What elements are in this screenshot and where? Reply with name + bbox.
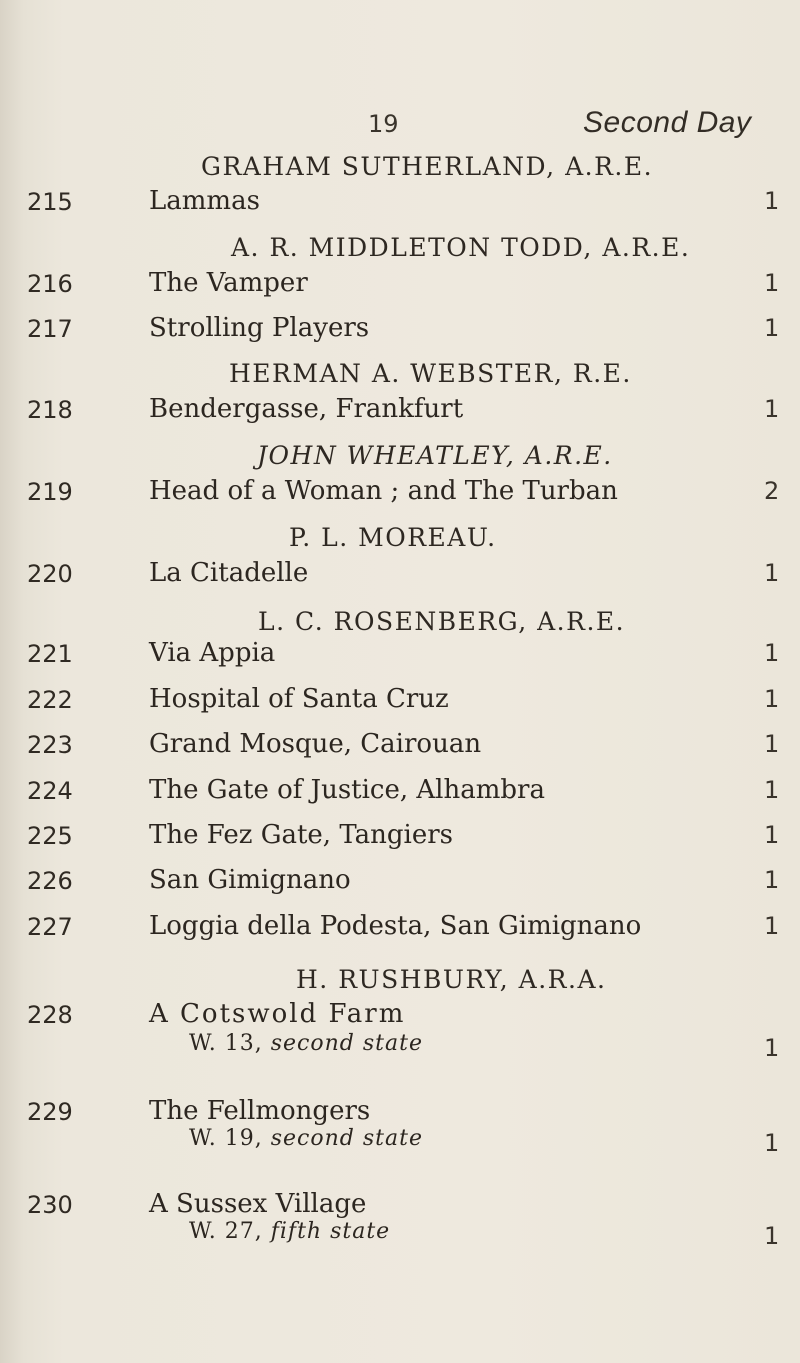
lot-catalogue-ref: W. 27, xyxy=(189,1219,263,1244)
lot-state-note xyxy=(189,1031,423,1056)
lot-title: San Gimignano xyxy=(149,865,351,895)
lot-number: 229 xyxy=(27,1098,73,1126)
lot-title: The Vamper xyxy=(149,268,308,298)
lot-title: The Fellmongers xyxy=(149,1096,371,1126)
lot-number: 228 xyxy=(27,1001,73,1029)
lot-number: 217 xyxy=(27,315,73,343)
lot-quantity: 1 xyxy=(764,395,780,423)
lot-quantity: 1 xyxy=(764,912,780,940)
artist-heading: H. RUSHBURY, A.R.A. xyxy=(296,965,607,994)
lot-number: 227 xyxy=(27,913,73,941)
lot-title: Strolling Players xyxy=(149,313,370,343)
lot-quantity: 2 xyxy=(764,477,780,505)
lot-number: 224 xyxy=(27,777,73,805)
lot-quantity: 1 xyxy=(764,314,780,342)
artist-heading: GRAHAM SUTHERLAND, A.R.E. xyxy=(201,152,654,181)
lot-quantity: 1 xyxy=(764,1129,780,1157)
lot-catalogue-ref: W. 19, xyxy=(189,1126,263,1151)
lot-quantity: 1 xyxy=(764,866,780,894)
sale-day-heading: Second Day xyxy=(583,106,752,139)
lot-number: 221 xyxy=(27,640,73,668)
lot-title: The Fez Gate, Tangiers xyxy=(149,820,454,850)
lot-state: second state xyxy=(270,1031,423,1056)
lot-title: Hospital of Santa Cruz xyxy=(149,684,449,714)
lot-title: Lammas xyxy=(149,186,260,216)
lot-quantity: 1 xyxy=(764,821,780,849)
lot-number: 225 xyxy=(27,822,73,850)
lot-quantity: 1 xyxy=(764,187,780,215)
page-number: 19 xyxy=(368,110,399,138)
lot-quantity: 1 xyxy=(764,559,780,587)
lot-number: 223 xyxy=(27,731,73,759)
lot-title: The Gate of Justice, Alhambra xyxy=(149,775,545,805)
lot-number: 222 xyxy=(27,686,73,714)
lot-title: A Sussex Village xyxy=(149,1189,367,1219)
lot-number: 230 xyxy=(27,1191,73,1219)
lot-state: second state xyxy=(270,1126,423,1151)
lot-state-note xyxy=(189,1126,423,1151)
lot-number: 216 xyxy=(27,270,73,298)
artist-heading: HERMAN A. WEBSTER, R.E. xyxy=(229,359,632,388)
lot-state-note xyxy=(189,1219,390,1244)
lot-title: Bendergasse, Frankfurt xyxy=(149,394,464,424)
lot-state: fifth state xyxy=(270,1219,391,1244)
lot-quantity: 1 xyxy=(764,639,780,667)
artist-heading: L. C. ROSENBERG, A.R.E. xyxy=(258,607,626,636)
lot-title: Head of a Woman ; and The Turban xyxy=(149,476,618,506)
artist-heading: A. R. MIDDLETON TODD, A.R.E. xyxy=(231,233,691,262)
artist-heading: P. L. MOREAU. xyxy=(289,523,497,552)
lot-title: Loggia della Podesta, San Gimignano xyxy=(149,911,642,941)
lot-number: 218 xyxy=(27,396,73,424)
lot-quantity: 1 xyxy=(764,1222,780,1250)
lot-title: Via Appia xyxy=(149,638,276,668)
lot-title: A Cotswold Farm xyxy=(149,999,406,1029)
lot-quantity: 1 xyxy=(764,1034,780,1062)
lot-number: 220 xyxy=(27,560,73,588)
lot-number: 215 xyxy=(27,188,73,216)
artist-heading: JOHN WHEATLEY, A.R.E. xyxy=(257,441,613,470)
lot-quantity: 1 xyxy=(764,269,780,297)
lot-catalogue-ref: W. 13, xyxy=(189,1031,263,1056)
lot-quantity: 1 xyxy=(764,685,780,713)
lot-quantity: 1 xyxy=(764,730,780,758)
lot-number: 226 xyxy=(27,867,73,895)
lot-title: Grand Mosque, Cairouan xyxy=(149,729,482,759)
lot-quantity: 1 xyxy=(764,776,780,804)
lot-title: La Citadelle xyxy=(149,558,309,588)
lot-number: 219 xyxy=(27,478,73,506)
